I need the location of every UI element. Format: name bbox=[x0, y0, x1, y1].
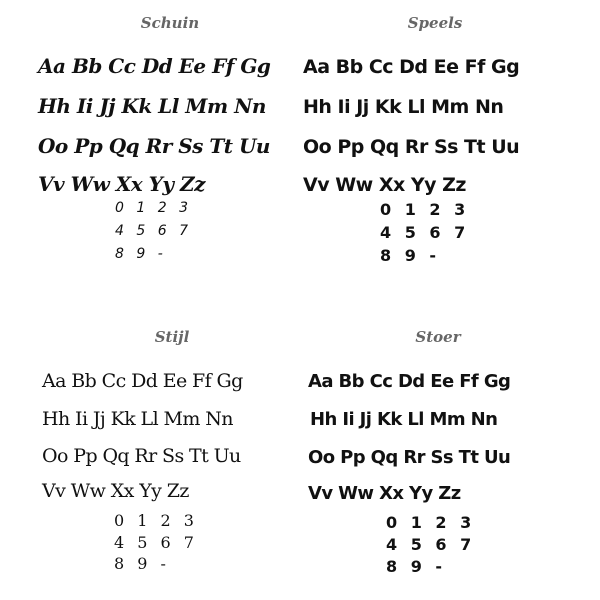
alphabet-line-2: Hh Ii Jj Kk Ll Mm Nn bbox=[42, 408, 233, 430]
alphabet-line-1: Aa Bb Cc Dd Ee Ff Gg bbox=[308, 371, 511, 392]
digits-line-1: 0 1 2 3 bbox=[114, 511, 198, 530]
alphabet-line-4: Vv Ww Xx Yy Zz bbox=[308, 483, 461, 504]
alphabet-line-1: Aa Bb Cc Dd Ee Ff Gg bbox=[38, 54, 271, 78]
digits-line-1: 0 1 2 3 bbox=[386, 513, 476, 532]
alphabet-line-2: Hh Ii Jj Kk Ll Mm Nn bbox=[310, 409, 498, 430]
digits-line-3: 8 9 - bbox=[114, 554, 170, 573]
alphabet-line-4: Vv Ww Xx Yy Zz bbox=[38, 172, 205, 196]
alphabet-line-3: Oo Pp Qq Rr Ss Tt Uu bbox=[42, 445, 241, 467]
digits-line-2: 4 5 6 7 bbox=[114, 533, 198, 552]
alphabet-line-3: Oo Pp Qq Rr Ss Tt Uu bbox=[38, 134, 270, 158]
font-panel-speels bbox=[295, 14, 575, 276]
font-title-schuin: Schuin bbox=[140, 14, 200, 32]
digits-line-3: 8 9 - bbox=[380, 246, 441, 265]
digits-line-2: 4 5 6 7 bbox=[380, 223, 470, 242]
font-title-stijl: Stijl bbox=[154, 328, 190, 346]
font-title-speels: Speels bbox=[407, 14, 463, 32]
alphabet-line-2: Hh Ii Jj Kk Ll Mm Nn bbox=[38, 94, 266, 118]
alphabet-line-3: Oo Pp Qq Rr Ss Tt Uu bbox=[308, 447, 511, 468]
alphabet-line-1: Aa Bb Cc Dd Ee Ff Gg bbox=[303, 56, 520, 78]
digits-line-1: 0 1 2 3 bbox=[115, 200, 192, 216]
digits-line-3: 8 9 - bbox=[115, 246, 167, 262]
digits-line-2: 4 5 6 7 bbox=[386, 535, 476, 554]
alphabet-line-2: Hh Ii Jj Kk Ll Mm Nn bbox=[303, 96, 504, 118]
digits-line-3: 8 9 - bbox=[386, 557, 447, 576]
font-panel-stijl bbox=[32, 328, 312, 588]
alphabet-line-1: Aa Bb Cc Dd Ee Ff Gg bbox=[42, 370, 243, 392]
digits-line-1: 0 1 2 3 bbox=[380, 200, 470, 219]
font-title-stoer: Stoer bbox=[415, 328, 461, 346]
alphabet-line-3: Oo Pp Qq Rr Ss Tt Uu bbox=[303, 136, 520, 158]
digits-line-2: 4 5 6 7 bbox=[115, 223, 192, 239]
alphabet-line-4: Vv Ww Xx Yy Zz bbox=[303, 174, 466, 196]
font-panel-stoer bbox=[298, 328, 578, 588]
alphabet-line-4: Vv Ww Xx Yy Zz bbox=[42, 480, 189, 502]
font-panel-schuin bbox=[30, 14, 310, 276]
